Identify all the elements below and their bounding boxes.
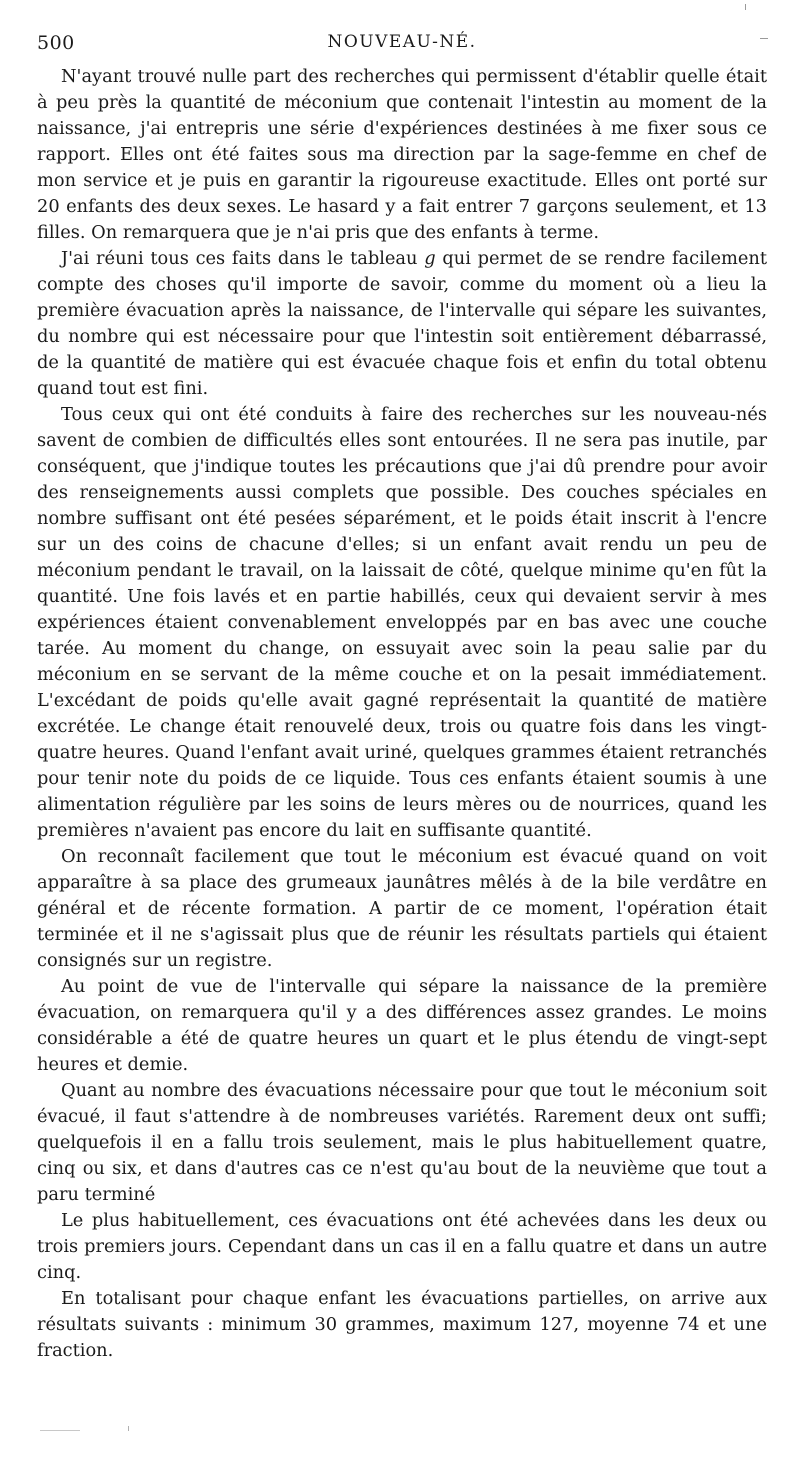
running-title: NOUVEAU-NÉ. [327,32,477,52]
paragraph-3: Tous ceux qui ont été conduits à faire des recherches sur les nouveau-nés savent de combien de difficultés elles sont entourées. Il ne sera pas inutile, par conséquent, que j'indique toutes les précautions que j'ai dû prendre pour avoir des renseignements aussi complets que possible. Des couches spéciales en nombre suffisant ont été pesées séparément, et le poids était inscrit à l'encre sur un des coins de chacune d'elles; si un enfant avait rendu un peu de méconium pendant le travail, on la laissait de côté, quelque minime qu'en fût la quantité. Une fois lavés et en partie habillés, ceux qui devaient servir à mes expériences étaient convenablement enveloppés par en bas avec une couche tarée. Au moment du change, on essuyait avec soin la peau salie par du méconium en se servant de la même couche et on la pesait immédiatement. L'excédant de poids qu'elle avait gagné représentait la quantité de matière excrétée. Le change était renouvelé deux, trois ou quatre fois dans les vingt-quatre heures. Quand l'enfant avait uriné, quelques grammes étaient retranchés pour tenir note du poids de ce liquide. Tous ces enfants étaient soumis à une alimentation régulière par les soins de leurs mères ou de nourrices, quand les premières n'avaient pas encore du lait en suffisante quantité. [37,404,767,841]
paragraph-2-after: qui permet de se rendre facilement compte des choses qu'il importe de savoir, comme du moment où a lieu la première évacuation après la naissance, de l'intervalle qui sépare les suivantes, du nombre qui est nécessaire pour que l'intestin soit entièrement débarrassé, de la quantité de matière qui est évacuée chaque fois et enfin du total obtenu quand tout est fini. [37,248,767,399]
print-speck [745,4,746,10]
paragraph-8: En totalisant pour chaque enfant les évacuations partielles, on arrive aux résultats suivants : minimum 30 grammes, maximum 127, moyenne 74 et une fraction. [37,1288,767,1361]
page-number: 500 [37,32,75,54]
table-reference: g [424,248,436,269]
paragraph-2 [37,246,767,402]
paragraph-4: On reconnaît facilement que tout le méconium est évacué quand on voit apparaître à sa place des grumeaux jaunâtres mêlés à de la bile verdâtre en général et de récente formation. A partir de ce moment, l'opération était terminée et il ne s'agissait plus que de réunir les résultats partiels qui étaient consignés sur un registre. [37,846,767,971]
paragraph-5: Au point de vue de l'intervalle qui sépare la naissance de la première évacuation, on remarquera qu'il y a des différences assez grandes. Le moins considérable a été de quatre heures un quart et le plus étendu de vingt-sept heures et demie. [37,976,767,1075]
page-header [37,30,767,60]
paragraph-7: Le plus habituellement, ces évacuations ont été achevées dans les deux ou trois premiers jours. Cependant dans un cas il en a fallu quatre et dans un autre cinq. [37,1210,767,1283]
print-speck [760,38,768,39]
paragraph-2-before: J'ai réuni tous ces faits dans le tableau [61,248,425,269]
print-speck [40,1430,80,1431]
book-page [37,30,767,1364]
paragraph-6: Quant au nombre des évacuations nécessaire pour que tout le méconium soit évacué, il faut s'attendre à de nombreuses variétés. Rarement deux ont suffi; quelquefois il en a fallu trois seulement, mais le plus habituellement quatre, cinq ou six, et dans d'autres cas ce n'est qu'au bout de la neuvième que tout a paru terminé [37,1080,767,1205]
paragraph-1: N'ayant trouvé nulle part des recherches qui permissent d'établir quelle était à peu près la quantité de méconium que contenait l'intestin au moment de la naissance, j'ai entrepris une série d'expériences destinées à me fixer sous ce rapport. Elles ont été faites sous ma direction par la sage-femme en chef de mon service et je puis en garantir la rigoureuse exactitude. Elles ont porté sur 20 enfants des deux sexes. Le hasard y a fait entrer 7 garçons seulement, et 13 filles. On remarquera que je n'ai pris que des enfants à terme. [37,66,767,243]
print-speck [128,1426,129,1431]
